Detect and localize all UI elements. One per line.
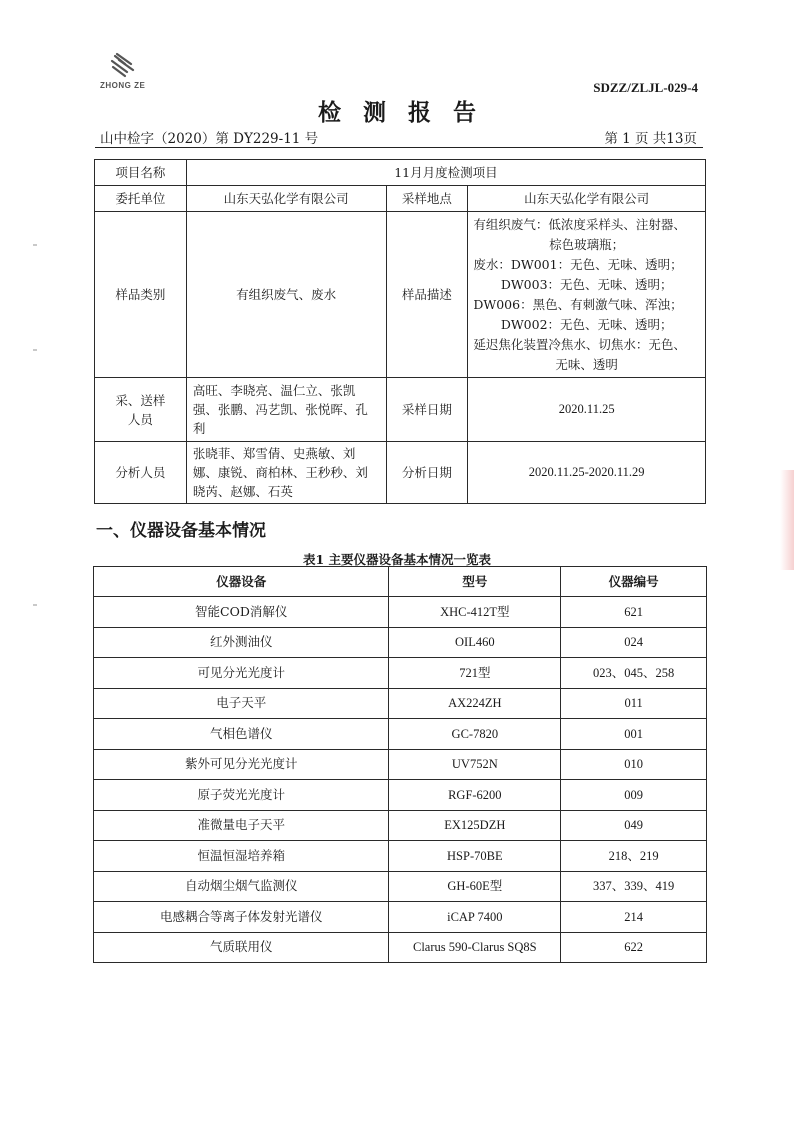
info-row-client: [95, 186, 706, 212]
site-label: 采样地点: [386, 186, 468, 212]
equipment-row: [94, 719, 707, 750]
project-label: 项目名称: [95, 160, 187, 186]
sample-desc-value: [468, 212, 706, 378]
logo-icon: [107, 50, 137, 80]
equipment-name: 恒温恒湿培养箱: [94, 841, 389, 872]
analyst-value: 张晓菲、郑雪倩、史燕敏、刘娜、康锐、商柏林、王秒秒、刘晓芮、赵娜、石英: [186, 442, 386, 504]
sample-type-value: 有组织废气、废水: [186, 212, 386, 378]
header-equipment: 仪器设备: [94, 567, 389, 597]
equipment-row: [94, 871, 707, 902]
equipment-number: 023、045、258: [561, 658, 707, 689]
equipment-name: 电感耦合等离子体发射光谱仪: [94, 902, 389, 933]
equipment-number: 010: [561, 749, 707, 780]
report-title: 检测报告: [318, 99, 498, 126]
project-value: 11月月度检测项目: [186, 160, 705, 186]
equipment-row: [94, 627, 707, 658]
info-row-project: [95, 160, 706, 186]
document-code: SDZZ/ZLJL-029-4: [593, 80, 698, 95]
equipment-number: 011: [561, 688, 707, 719]
page-info: 第 1 页 共13页: [604, 131, 697, 147]
analysis-date-label: 分析日期: [386, 442, 468, 504]
equipment-number: 009: [561, 780, 707, 811]
equipment-number: 024: [561, 627, 707, 658]
scan-mark: [33, 244, 37, 246]
sample-desc-line: DW006：黑色、有刺激气味、浑浊；: [473, 296, 683, 312]
sample-desc-line: 无味、透明: [555, 356, 618, 372]
company-logo: [100, 50, 144, 90]
sample-desc-line: 棕色玻璃瓶；: [549, 236, 625, 252]
sample-desc-label: 样品描述: [386, 212, 468, 378]
equipment-table: [93, 566, 707, 963]
header-number: 仪器编号: [561, 567, 707, 597]
equipment-row: [94, 688, 707, 719]
analysis-date-value: 2020.11.25-2020.11.29: [468, 442, 706, 504]
equipment-model: OIL460: [389, 627, 561, 658]
equipment-model: HSP-70BE: [389, 841, 561, 872]
equipment-model: GH-60E型: [389, 871, 561, 902]
logo-text: ZHONG ZE: [100, 81, 146, 90]
equipment-model: RGF-6200: [389, 780, 561, 811]
sample-type-label: 样品类别: [95, 212, 187, 378]
equipment-name: 红外测油仪: [94, 627, 389, 658]
equipment-number: 621: [561, 597, 707, 628]
equipment-row: [94, 597, 707, 628]
equipment-name: 可见分光光度计: [94, 658, 389, 689]
sample-desc-line: DW003：无色、无味、透明；: [500, 276, 673, 292]
equipment-number: 001: [561, 719, 707, 750]
client-value: 山东天弘化学有限公司: [186, 186, 386, 212]
sampling-date-value: 2020.11.25: [468, 378, 706, 442]
equipment-model: iCAP 7400: [389, 902, 561, 933]
equipment-row: [94, 658, 707, 689]
equipment-number: 214: [561, 902, 707, 933]
equipment-row: [94, 902, 707, 933]
equipment-header-row: [94, 567, 707, 597]
sampler-value: 高旺、李晓亮、温仁立、张凯强、张鹏、冯艺凯、张悦晖、孔利: [186, 378, 386, 442]
equipment-name: 紫外可见分光光度计: [94, 749, 389, 780]
equipment-name: 智能COD消解仪: [94, 597, 389, 628]
equipment-model: 721型: [389, 658, 561, 689]
equipment-row: [94, 749, 707, 780]
equipment-row: [94, 932, 707, 963]
seal-edge: [780, 470, 794, 570]
equipment-name: 电子天平: [94, 688, 389, 719]
equipment-model: UV752N: [389, 749, 561, 780]
analyst-label: 分析人员: [95, 442, 187, 504]
site-value: 山东天弘化学有限公司: [468, 186, 706, 212]
report-number: 山中检字（2020）第 DY229-11 号: [100, 131, 319, 147]
equipment-name: 气相色谱仪: [94, 719, 389, 750]
info-row-sample: [95, 212, 706, 378]
scan-mark: [33, 604, 37, 606]
equipment-row: [94, 841, 707, 872]
equipment-number: 049: [561, 810, 707, 841]
equipment-number: 622: [561, 932, 707, 963]
sampler-label-line-2: 人员: [127, 411, 153, 427]
equipment-number: 218、219: [561, 841, 707, 872]
info-row-sampler: [95, 378, 706, 442]
equipment-model: GC-7820: [389, 719, 561, 750]
scan-mark: [33, 349, 37, 351]
equipment-model: EX125DZH: [389, 810, 561, 841]
equipment-name: 准微量电子天平: [94, 810, 389, 841]
equipment-model: XHC-412T型: [389, 597, 561, 628]
sample-desc-line: DW002：无色、无味、透明；: [500, 316, 673, 332]
equipment-model: AX224ZH: [389, 688, 561, 719]
equipment-row: [94, 780, 707, 811]
client-label: 委托单位: [95, 186, 187, 212]
sample-desc-line: 延迟焦化装置冷焦水、切焦水：无色、: [473, 336, 686, 352]
equipment-name: 气质联用仪: [94, 932, 389, 963]
section-title: 一、仪器设备基本情况: [96, 521, 266, 541]
equipment-name: 原子荧光光度计: [94, 780, 389, 811]
header-model: 型号: [389, 567, 561, 597]
header-rule: [95, 147, 703, 148]
sampler-label-line-1: 采、送样: [115, 392, 166, 408]
equipment-row: [94, 810, 707, 841]
info-row-analyst: [95, 442, 706, 504]
sampling-date-label: 采样日期: [386, 378, 468, 442]
equipment-number: 337、339、419: [561, 871, 707, 902]
sampler-label: [95, 378, 187, 442]
equipment-model: Clarus 590-Clarus SQ8S: [389, 932, 561, 963]
sample-desc-line: 废水：DW001：无色、无味、透明；: [473, 256, 683, 272]
equipment-name: 自动烟尘烟气监测仪: [94, 871, 389, 902]
info-table: [94, 159, 706, 504]
table-caption: 表1 主要仪器设备基本情况一览表: [302, 552, 492, 567]
sample-desc-line: 有组织废气：低浓度采样头、注射器、: [473, 216, 686, 232]
